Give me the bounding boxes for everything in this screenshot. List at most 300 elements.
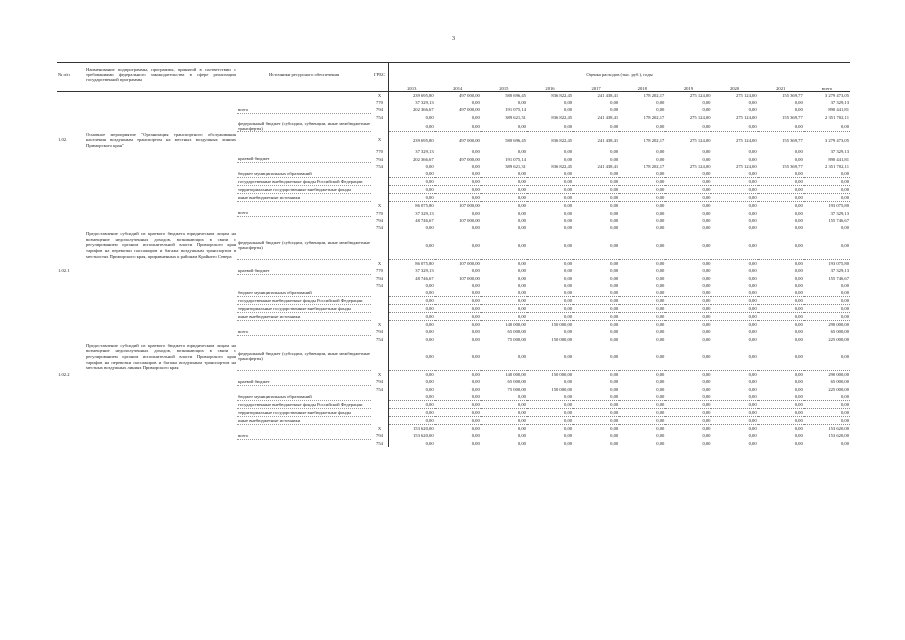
- row-value: 0,00: [656, 329, 665, 334]
- row-source: [237, 148, 371, 155]
- row-value: 497 000,00: [459, 93, 480, 98]
- row-value: 0,00: [758, 417, 804, 425]
- table-row: [57, 440, 850, 448]
- row-grbs: 794: [371, 217, 389, 225]
- row-number: [57, 99, 85, 106]
- row-value: 836 822,45: [551, 93, 573, 98]
- row-total: 0,00: [804, 401, 850, 409]
- row-value: 389 621,31: [505, 114, 526, 120]
- row-value: 0,00: [435, 186, 481, 194]
- row-value: 75 000,00: [507, 336, 526, 342]
- row-value: 0,00: [610, 433, 619, 439]
- row-value: 0,00: [527, 312, 573, 320]
- row-source: всего: [237, 328, 371, 336]
- row-name: [85, 328, 237, 336]
- row-value: 0,00: [564, 282, 573, 288]
- row-value: 0,00: [665, 343, 711, 371]
- row-number: [57, 148, 85, 155]
- row-source: [237, 320, 371, 328]
- row-total: 0,00: [804, 393, 850, 401]
- row-number: [57, 155, 85, 163]
- row-value: 48 746,67: [415, 275, 434, 281]
- row-value: 0,00: [471, 386, 480, 392]
- row-name: [85, 371, 237, 379]
- header-year: 2017: [573, 85, 619, 92]
- row-source: иные внебюджетные источники: [237, 194, 371, 202]
- row-number: [57, 320, 85, 328]
- row-value: 0,00: [425, 372, 434, 378]
- row-value: 0,00: [610, 336, 619, 342]
- row-value: 0,00: [794, 275, 803, 281]
- row-value: 0,00: [794, 203, 803, 209]
- row-value: 0,00: [619, 417, 665, 425]
- row-value: 178 202,17: [643, 164, 665, 170]
- row-value: 37 329,13: [415, 100, 434, 105]
- row-value: 0,00: [619, 409, 665, 417]
- row-value: 0,00: [435, 417, 481, 425]
- row-value: 0,00: [471, 164, 480, 170]
- row-value: 0,00: [702, 100, 711, 105]
- row-name: [85, 194, 237, 202]
- row-total: 890 441,81: [828, 156, 849, 162]
- row-grbs: 794: [371, 155, 389, 163]
- row-value: 0,00: [471, 149, 480, 155]
- row-value: 0,00: [517, 268, 526, 273]
- row-grbs: 794: [371, 274, 389, 282]
- row-value: 241 438,41: [597, 93, 619, 98]
- row-value: 0,00: [794, 379, 803, 385]
- row-value: 0,00: [471, 100, 480, 105]
- row-source: бюджет муниципальных образований: [237, 170, 371, 178]
- row-value: 0,00: [389, 393, 435, 401]
- row-value: 150 000,00: [551, 321, 573, 327]
- row-value: 0,00: [758, 393, 804, 401]
- table-row: [57, 386, 850, 394]
- row-value: 0,00: [794, 282, 803, 288]
- row-value: 275 124,00: [735, 164, 757, 170]
- row-value: 0,00: [471, 426, 480, 432]
- row-value: 0,00: [564, 156, 573, 162]
- row-value: 0,00: [758, 170, 804, 178]
- row-source: [237, 114, 371, 122]
- row-value: 0,00: [425, 321, 434, 327]
- row-source: [237, 132, 371, 149]
- row-value: 0,00: [758, 312, 804, 320]
- row-value: 0,00: [435, 401, 481, 409]
- row-value: 107 000,00: [459, 203, 480, 209]
- table-row: [57, 209, 850, 217]
- row-value: 0,00: [527, 178, 573, 186]
- row-source: [237, 425, 371, 433]
- row-value: 0,00: [425, 164, 434, 170]
- row-number: [57, 425, 85, 433]
- row-source: [237, 217, 371, 225]
- row-value: 0,00: [564, 433, 573, 439]
- row-grbs: X: [371, 371, 389, 379]
- row-value: 0,00: [527, 170, 573, 178]
- row-total: 0,00: [840, 225, 849, 231]
- row-total: 155 746,67: [828, 218, 849, 224]
- row-value: 0,00: [517, 100, 526, 105]
- row-name: [85, 224, 237, 231]
- row-value: 0,00: [435, 343, 481, 371]
- row-source: бюджет муниципальных образований: [237, 393, 371, 401]
- row-grbs: X: [371, 132, 389, 149]
- table-header: [57, 63, 850, 86]
- row-value: 836 822,45: [551, 137, 573, 143]
- row-value: 0,00: [711, 296, 757, 304]
- row-value: 0,00: [748, 426, 757, 432]
- row-source: бюджет муниципальных образований: [237, 289, 371, 297]
- row-value: 0,00: [656, 379, 665, 385]
- row-value: 0,00: [665, 121, 711, 132]
- row-value: 0,00: [702, 210, 711, 216]
- row-number: [57, 432, 85, 440]
- row-name: [85, 274, 237, 282]
- row-number: [57, 393, 85, 401]
- row-number: [57, 202, 85, 210]
- row-value: 497 000,00: [459, 137, 480, 143]
- row-value: 0,00: [794, 268, 803, 273]
- row-source: [237, 440, 371, 448]
- table-row: [57, 178, 850, 186]
- row-value: 0,00: [389, 121, 435, 132]
- row-value: 275 124,00: [689, 137, 711, 143]
- row-value: 0,00: [527, 409, 573, 417]
- row-grbs: [371, 178, 389, 186]
- row-name: [85, 114, 237, 122]
- row-number: [57, 114, 85, 122]
- row-value: 0,00: [758, 304, 804, 312]
- table-row: [57, 194, 850, 202]
- row-value: 0,00: [794, 336, 803, 342]
- row-name: [85, 170, 237, 178]
- table-row: [57, 148, 850, 155]
- row-value: 0,00: [794, 107, 803, 113]
- row-value: 155 369,77: [782, 137, 803, 143]
- row-source: всего: [237, 432, 371, 440]
- row-value: 155 369,77: [782, 93, 803, 98]
- row-source: [237, 282, 371, 289]
- row-number: [57, 259, 85, 267]
- row-number: [57, 378, 85, 386]
- row-value: 155 369,77: [782, 114, 803, 120]
- row-value: 0,00: [389, 312, 435, 320]
- table-row: [57, 274, 850, 282]
- row-name: [85, 296, 237, 304]
- row-value: 0,00: [665, 289, 711, 297]
- row-value: 0,00: [702, 282, 711, 288]
- row-value: 0,00: [471, 268, 480, 273]
- row-number: 1.02.: [58, 137, 68, 143]
- row-value: 836 822,45: [551, 114, 573, 120]
- row-number: [57, 289, 85, 297]
- row-value: 0,00: [748, 156, 757, 162]
- row-grbs: 770: [371, 148, 389, 155]
- row-name: [85, 282, 237, 289]
- row-value: 140 000,00: [505, 372, 526, 378]
- row-total: 153 620,00: [828, 433, 849, 439]
- row-value: 0,00: [517, 225, 526, 231]
- row-value: 0,00: [610, 225, 619, 231]
- row-value: 0,00: [481, 178, 527, 186]
- row-name: [85, 432, 237, 440]
- row-grbs: 770: [371, 267, 389, 275]
- row-grbs: 754: [371, 282, 389, 289]
- row-value: 0,00: [564, 379, 573, 385]
- row-value: 0,00: [656, 426, 665, 432]
- table-row: [57, 186, 850, 194]
- row-value: 0,00: [564, 426, 573, 432]
- row-value: 0,00: [517, 282, 526, 288]
- row-number: [57, 335, 85, 343]
- row-number: [57, 386, 85, 394]
- row-name: [85, 186, 237, 194]
- row-total: 290 000,00: [828, 321, 849, 327]
- row-value: 0,00: [435, 296, 481, 304]
- row-total: 890 441,81: [828, 107, 849, 113]
- row-total: 193 075,80: [828, 203, 849, 209]
- row-value: 65 000,00: [507, 379, 526, 385]
- row-name: [85, 163, 237, 171]
- row-name: [85, 440, 237, 448]
- row-total: 37 329,13: [830, 210, 849, 216]
- row-value: 107 000,00: [459, 275, 480, 281]
- table-row: [57, 343, 850, 371]
- row-value: 0,00: [610, 426, 619, 432]
- row-value: 0,00: [389, 178, 435, 186]
- row-value: 86 075,80: [415, 203, 434, 209]
- row-grbs: [371, 417, 389, 425]
- row-value: 0,00: [564, 329, 573, 334]
- row-value: 0,00: [573, 296, 619, 304]
- row-name: Предоставление субсидий из краевого бюджета юридическим лицам на возмещение недополученных доходов, возникающих в связи с регулированием органом исполнительной власти Приморского края тарифов на перевозки пассажиров и багажа воздушным транспортом в местностях Приморского края, приравненных к районам Крайнего Севера: [86, 231, 236, 259]
- row-name: [85, 409, 237, 417]
- row-value: 0,00: [794, 218, 803, 224]
- row-grbs: 770: [371, 209, 389, 217]
- row-value: 0,00: [656, 336, 665, 342]
- row-total: 0,00: [804, 409, 850, 417]
- row-value: 836 822,45: [551, 164, 573, 170]
- row-value: 0,00: [564, 100, 573, 105]
- row-value: 0,00: [758, 409, 804, 417]
- row-value: 0,00: [619, 401, 665, 409]
- row-grbs: 754: [371, 224, 389, 231]
- row-total: 0,00: [804, 296, 850, 304]
- row-name: Предоставление субсидий из краевого бюджета юридическим лицам на возмещение недополученных доходов, возникающих в связи с регулированием органом исполнительной власти Приморского края тарифов на перевозки пассажиров и багажа воздушным транспортом на местных воздушных линиях Приморского края: [86, 342, 236, 371]
- row-name: [85, 106, 237, 114]
- row-grbs: [371, 304, 389, 312]
- row-value: 0,00: [711, 393, 757, 401]
- row-value: 0,00: [517, 426, 526, 432]
- row-source: государственные внебюджетные фонды Российской Федерации: [237, 401, 371, 409]
- table-row: [57, 425, 850, 433]
- row-source: государственные внебюджетные фонды Российской Федерации: [237, 178, 371, 186]
- row-value: 0,00: [610, 282, 619, 288]
- row-value: 0,00: [527, 304, 573, 312]
- row-value: 0,00: [389, 409, 435, 417]
- row-value: 0,00: [794, 225, 803, 231]
- table-row: [57, 106, 850, 114]
- row-value: 0,00: [702, 218, 711, 224]
- row-value: 0,00: [711, 409, 757, 417]
- row-value: 0,00: [656, 282, 665, 288]
- row-value: 0,00: [610, 210, 619, 216]
- table-row: [57, 320, 850, 328]
- row-source: всего: [237, 106, 371, 114]
- row-value: 580 696,45: [505, 137, 526, 143]
- row-value: 0,00: [702, 336, 711, 342]
- row-value: 497 000,00: [459, 156, 480, 162]
- row-value: 0,00: [481, 296, 527, 304]
- row-value: 0,00: [610, 268, 619, 273]
- row-value: 0,00: [389, 194, 435, 202]
- row-value: 0,00: [471, 329, 480, 334]
- row-value: 178 202,17: [643, 93, 665, 98]
- row-value: 0,00: [656, 107, 665, 113]
- row-value: 0,00: [481, 194, 527, 202]
- row-value: 0,00: [481, 231, 527, 259]
- table-row: [57, 114, 850, 122]
- row-total: 193 075,80: [828, 260, 849, 266]
- row-value: 0,00: [702, 433, 711, 439]
- row-total: 2 351 702,11: [825, 114, 849, 120]
- row-name: [85, 217, 237, 225]
- row-value: 0,00: [481, 393, 527, 401]
- row-value: 0,00: [527, 231, 573, 259]
- row-grbs: X: [371, 320, 389, 328]
- row-value: 0,00: [748, 225, 757, 231]
- row-value: 0,00: [425, 336, 434, 342]
- row-value: 0,00: [748, 321, 757, 327]
- row-value: 0,00: [471, 282, 480, 288]
- row-value: 0,00: [527, 289, 573, 297]
- row-value: 0,00: [702, 268, 711, 273]
- row-total: 0,00: [804, 231, 850, 259]
- row-total: 225 000,00: [828, 386, 849, 392]
- row-value: 0,00: [758, 186, 804, 194]
- row-value: 0,00: [425, 386, 434, 392]
- row-value: 0,00: [794, 426, 803, 432]
- row-value: 0,00: [527, 343, 573, 371]
- row-value: 0,00: [794, 440, 803, 446]
- row-grbs: [371, 289, 389, 297]
- row-name: Основное мероприятие "Организация транспортного обслуживания населения воздушным транспортом на местных воздушных линиях Приморского края": [86, 131, 236, 148]
- row-value: 0,00: [619, 289, 665, 297]
- row-value: 241 438,41: [597, 137, 619, 143]
- row-value: 0,00: [471, 210, 480, 216]
- row-value: 0,00: [564, 107, 573, 113]
- row-value: 0,00: [758, 231, 804, 259]
- row-value: 0,00: [758, 289, 804, 297]
- row-value: 0,00: [758, 194, 804, 202]
- row-value: 107 000,00: [459, 260, 480, 266]
- row-value: 0,00: [425, 114, 434, 120]
- table-body: [57, 63, 850, 448]
- row-number: [57, 343, 85, 371]
- row-value: 0,00: [425, 379, 434, 385]
- row-total: 0,00: [840, 440, 849, 446]
- row-total: 0,00: [804, 417, 850, 425]
- row-value: 0,00: [564, 225, 573, 231]
- row-value: 0,00: [619, 393, 665, 401]
- row-value: 0,00: [619, 121, 665, 132]
- table-row: [57, 121, 850, 132]
- row-grbs: 794: [371, 106, 389, 114]
- row-value: 0,00: [748, 440, 757, 446]
- row-value: 0,00: [389, 304, 435, 312]
- row-grbs: 754: [371, 440, 389, 448]
- row-value: 0,00: [573, 170, 619, 178]
- table-row: [57, 393, 850, 401]
- row-value: 0,00: [748, 260, 757, 266]
- row-value: 0,00: [573, 393, 619, 401]
- row-value: 0,00: [619, 304, 665, 312]
- row-value: 0,00: [527, 417, 573, 425]
- row-value: 0,00: [665, 296, 711, 304]
- row-value: 0,00: [702, 426, 711, 432]
- row-value: 0,00: [665, 417, 711, 425]
- row-total: 0,00: [804, 343, 850, 371]
- row-value: 0,00: [656, 218, 665, 224]
- row-value: 202 366,67: [412, 156, 434, 162]
- row-value: 0,00: [656, 321, 665, 327]
- table-row: [57, 99, 850, 106]
- page-number: 3: [452, 36, 455, 42]
- row-value: 0,00: [702, 203, 711, 209]
- row-value: 0,00: [711, 401, 757, 409]
- row-total: 65 000,00: [830, 329, 849, 334]
- row-value: 150 000,00: [551, 386, 573, 392]
- row-value: 0,00: [702, 321, 711, 327]
- row-value: 0,00: [711, 178, 757, 186]
- row-value: 0,00: [573, 231, 619, 259]
- row-value: 0,00: [619, 343, 665, 371]
- table-row: [57, 296, 850, 304]
- header-year: 2018: [619, 85, 665, 92]
- row-value: 239 695,80: [412, 137, 434, 143]
- row-value: 0,00: [425, 440, 434, 446]
- row-source: территориальные государственные внебюджетные фонды: [237, 409, 371, 417]
- row-total: 290 000,00: [828, 372, 849, 378]
- row-source: [237, 274, 371, 282]
- row-value: 275 124,00: [735, 137, 757, 143]
- row-value: 0,00: [481, 409, 527, 417]
- row-value: 0,00: [610, 156, 619, 162]
- table-row: [57, 155, 850, 163]
- row-value: 0,00: [702, 107, 711, 113]
- row-value: 0,00: [665, 409, 711, 417]
- row-total: 0,00: [804, 170, 850, 178]
- row-value: 0,00: [389, 231, 435, 259]
- row-value: 153 620,00: [412, 433, 434, 439]
- row-grbs: [371, 186, 389, 194]
- table-row: [57, 289, 850, 297]
- row-value: 0,00: [665, 186, 711, 194]
- row-grbs: 754: [371, 163, 389, 171]
- table-row: [57, 267, 850, 275]
- row-number: [57, 401, 85, 409]
- row-grbs: [371, 343, 389, 371]
- row-value: 497 000,00: [459, 107, 480, 113]
- row-total: 37 329,13: [830, 100, 849, 105]
- row-number: 1.02.1: [58, 268, 70, 273]
- row-value: 0,00: [527, 194, 573, 202]
- table-row: [57, 92, 850, 100]
- row-name: [85, 289, 237, 297]
- row-value: 0,00: [425, 329, 434, 334]
- row-value: 0,00: [794, 372, 803, 378]
